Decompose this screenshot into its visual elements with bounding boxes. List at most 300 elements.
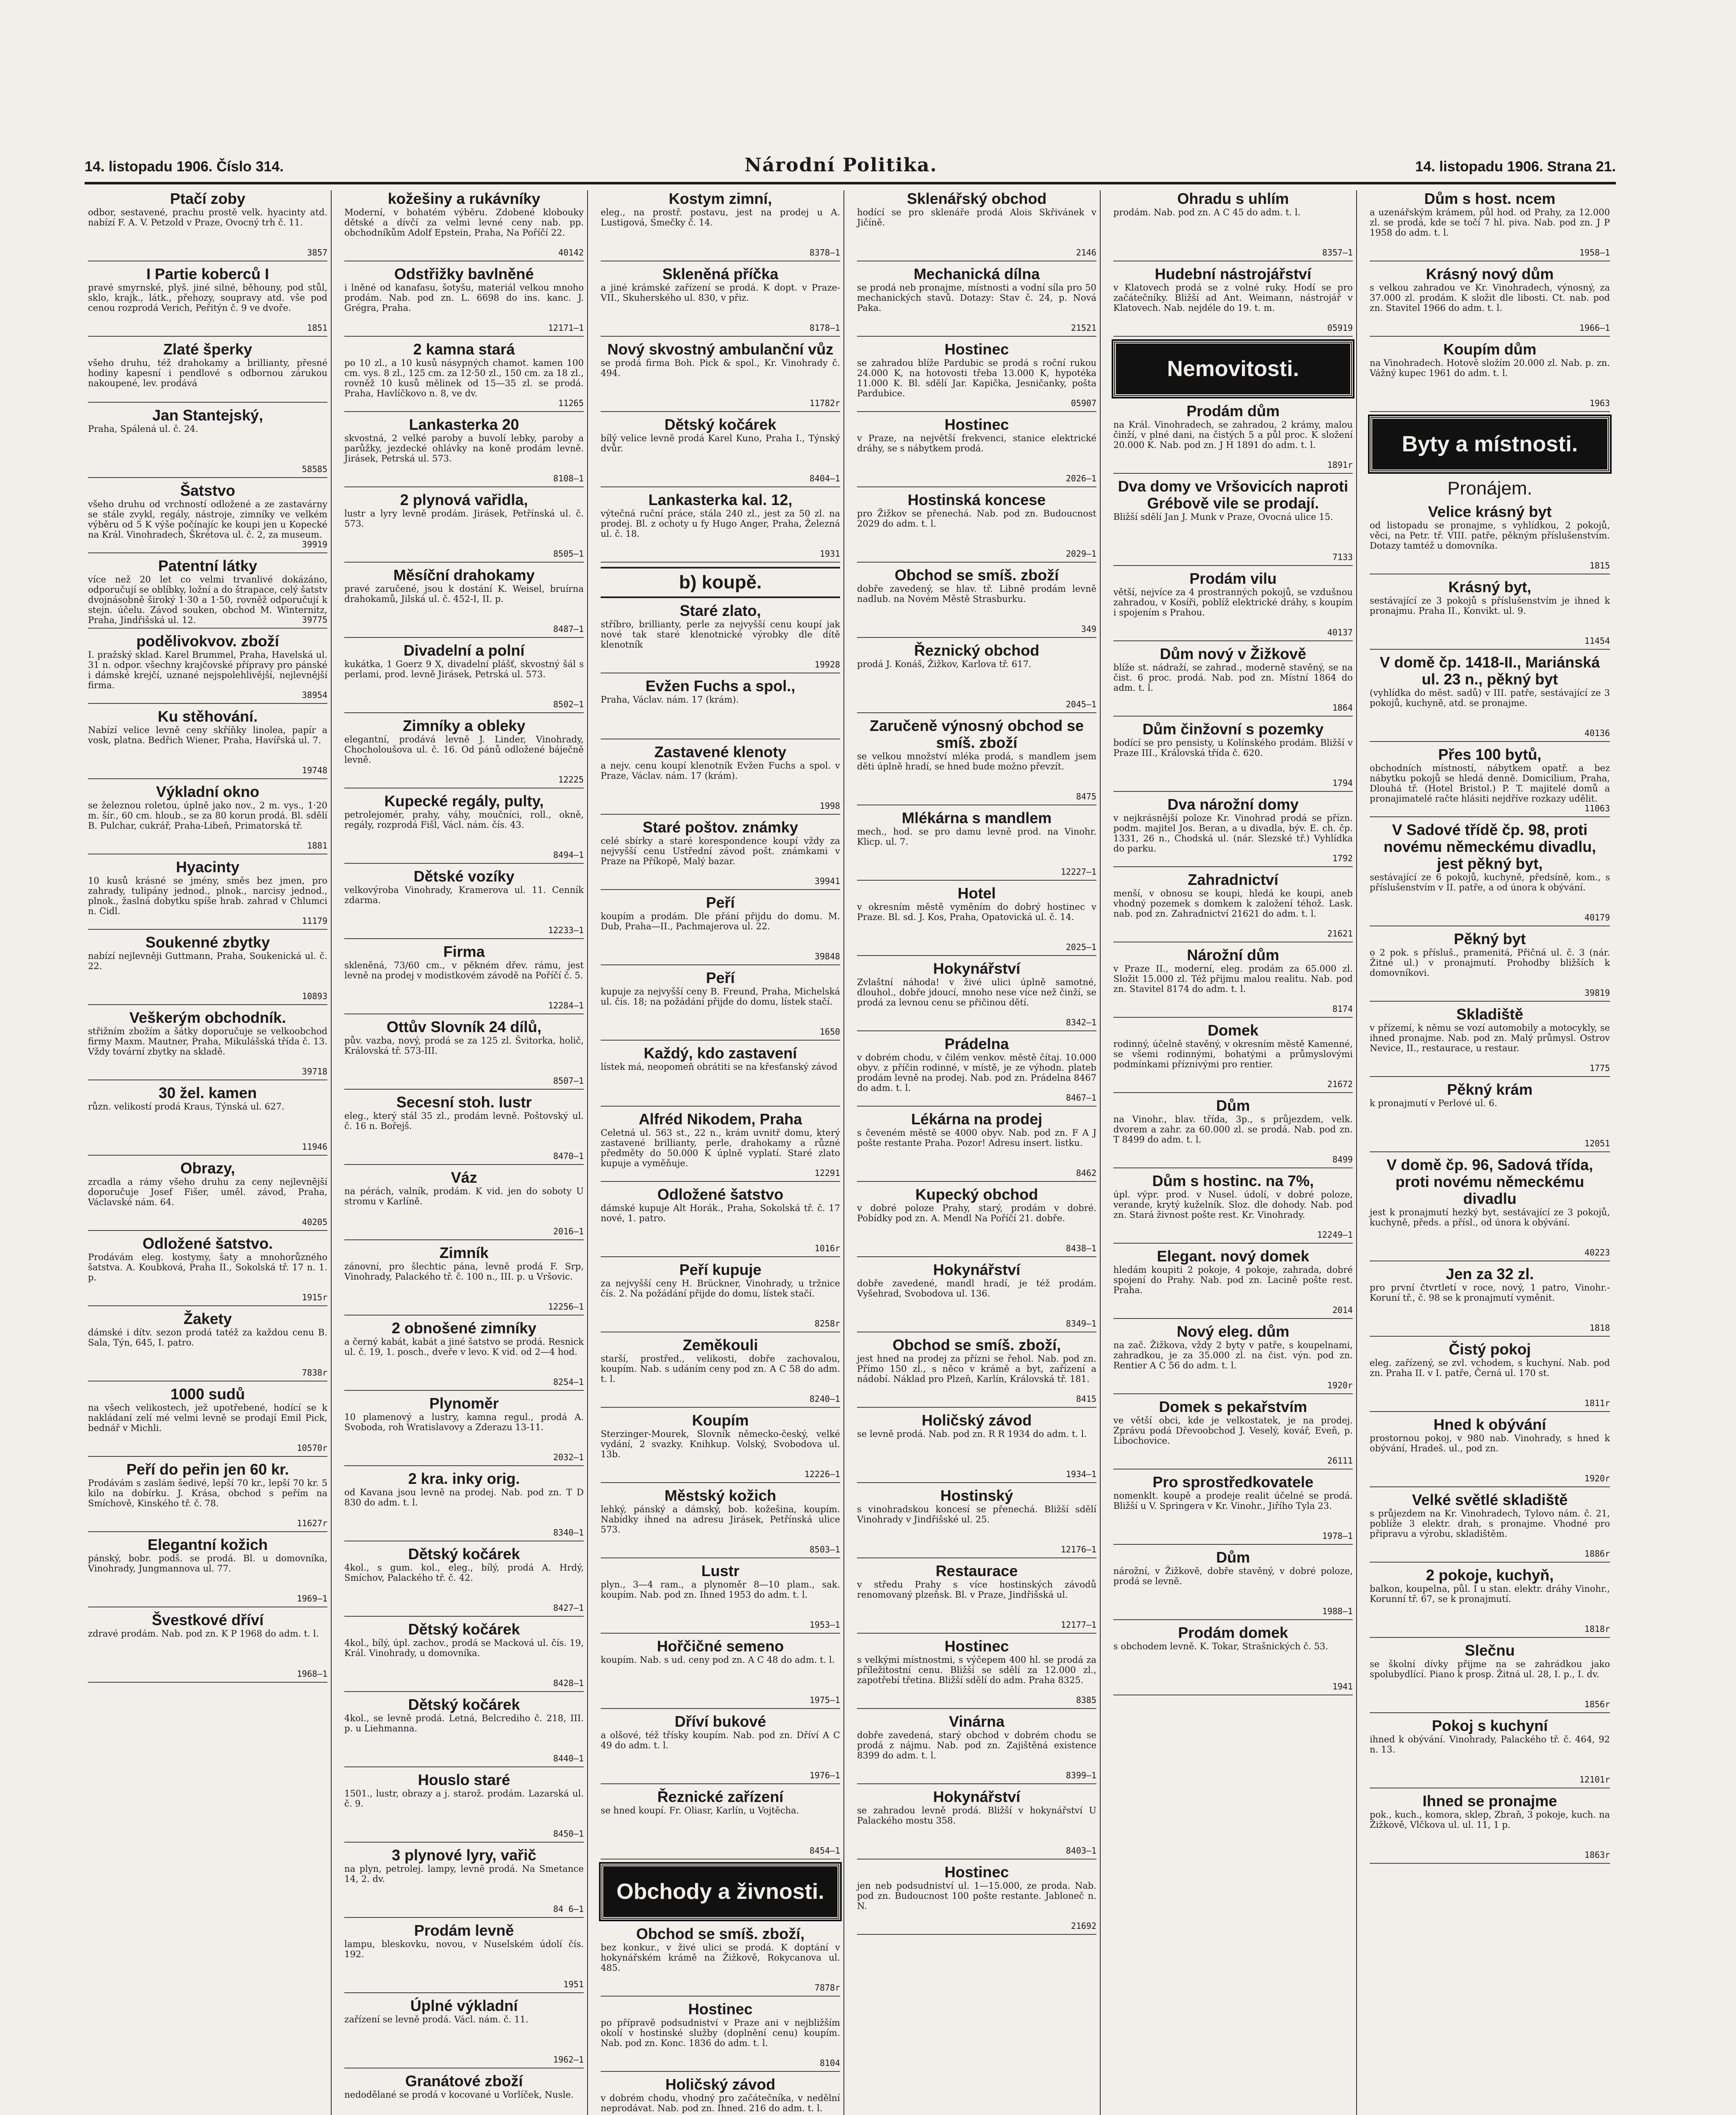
ad-text: na Vinohradech. Hotově složím 20.000 zl. Nab. p. zn. Vážný kupec 1961 do adm. t. l. [1370,358,1610,378]
ad-title: Přes 100 bytů, [1438,746,1542,763]
ad-number: 7133 [1332,552,1353,562]
classified-ad [88,407,327,478]
classified-ad [344,1546,584,1617]
ad-text: dámské kupuje Alt Horák., Praha, Sokolská tř. č. 17 nové, 1. patro. [601,1203,840,1223]
classified-ad [344,1772,584,1843]
classified-ad [1370,1567,1610,1638]
ad-title: Patentní látky [158,557,258,574]
ad-title: 30 žel. kamen [158,1084,257,1101]
ad-text: celé sbírky a staré korespondence koupí vždy za nejvyšší cenu Ustřední závod pošt. známkami v Praze na Příkopě, Malý bazar. [601,836,840,866]
classified-ad [601,2076,840,2115]
ad-number: 1811r [1584,1398,1610,1408]
ad-text: o 2 pok. s přísluš., pramenitá, Přičná ul. č. 3 (nár. Žitné ul.) v pronajmutí. Prohodby bližších k domovníkovi. [1370,948,1610,978]
ad-number: 1794 [1332,778,1353,788]
ad-number: 8454—1 [809,1846,840,1856]
ad-number: 8415 [1076,1394,1096,1404]
classified-ad [601,894,840,965]
classified-ad [1370,190,1610,261]
classified-ad [857,1864,1096,1935]
classified-ad [344,1470,584,1541]
ad-title: Skleněná příčka [662,265,779,283]
ad-title: Elegantní kožich [147,1536,268,1553]
ad-text: po přípravě podsudniství v Praze ani v nejbližším okolí v hostinské služby (doplnění cenu) koupím. Nab. pod zn. Konc. 1836 do adm. t. l. [601,2018,840,2048]
classified-ad [1113,1549,1353,1620]
ad-text: Bližší sdělí Jan J. Munk v Praze, Ovocná ulice 15. [1113,512,1333,522]
classified-ad [857,1713,1096,1784]
ad-number: 8104 [819,2058,840,2068]
classified-ad [344,1621,584,1692]
ad-number: 12233—1 [548,925,584,935]
ad-text: prostornou pokoj, v 980 nab. Vinohrady, s hned k obývání, Hradeš. ul., pod zn. [1370,1433,1610,1453]
classified-ad [601,266,840,337]
classified-ad [88,934,327,1005]
ad-number: 8378—1 [809,247,840,258]
classified-ad [857,1563,1096,1634]
ad-text: více než 20 let co velmi trvanlivé dokázáno, odporučují se oblíbky, ložní a do štrapace, celý šatstv dvojnásobně široký 1·30 a 1·50, rovněž odporučují k stejn. účelu. Závod souken, obchod M. Winternitz, Praha, Jindřišská ul. 12. [88,574,327,625]
ad-title: Zaručeně výnosný obchod se smíš. zboží [869,717,1084,751]
ad-number: 8108—1 [553,473,584,483]
ad-text: v dobrém chodu, vhodný pro začátečníka, v nedělní neprodávat. Nab. pod zn. Ihned. 216 do adm. t. l. [601,2093,840,2113]
ad-number: 2029—1 [1066,549,1096,559]
ad-title: Vinárna [949,1713,1005,1730]
classified-ad [601,2001,840,2072]
page-header [85,152,1616,184]
ad-text: menší, v obnosu se koupi, hledá ke koupi, aneb vhodný pozemek s domkem k založení téhož. Lask. nab. pod zn. Zahradnictví 21621 do adm. t. l. [1113,888,1353,919]
ad-title: Hořčičné semeno [656,1637,784,1655]
ad-number: 11782r [809,398,840,408]
ad-text: pův. vazba, nový, prodá se za 125 zl. Švitorka, holič, Královská tř. 573-III. [344,1036,584,1056]
ad-text: se železnou roletou, úplně jako nov., 2 m. vys., 1·20 m. šír., 60 cm. hloub., se za 80 korun prodá. Bl. sdělí B. Pulchar, cukrář, Praha-Libeň, Primatorská tř. [88,800,327,831]
ad-title: Dětský kočárek [664,416,777,433]
ad-title: Prádelna [944,1035,1009,1052]
ad-title: Lankasterka kal. 12, [648,491,793,508]
classified-ad [601,1045,840,1107]
classified-ad [857,190,1096,261]
ad-number: 40205 [302,1217,327,1227]
ad-number: 8340—1 [553,1527,584,1538]
ad-text: bez konkur., v živé ulici se prodá. K doptání v hokynářském krámě na Žižkově, Rokycanova ul. 485. [601,1942,840,1973]
header-date-right: 14. listopadu 1906. Strana 21. [1415,159,1616,175]
ad-number: 8385 [1076,1695,1096,1705]
ad-text: na plyn, petrolej. lampy, levně prodá. Na Smetance 14, 2. dv. [344,1864,584,1884]
ad-title: Čistý pokoj [1448,1340,1531,1358]
ad-title: Secesní stoh. lustr [396,1093,532,1111]
ad-text: obchodních místností, nábytkem opatř. a bez nábytku pokojů se hledá denně. Domicilium, Praha, Dlouhá tř. (Hotel Bristol.) P. T. majitelé domů a pronajimatelé račte hlásiti nejdříve rozkazy udělit. [1370,763,1610,804]
ad-text: rodinný, účelně stavěný, v okresním městě Kamenné, se všemi rodinnými, bohatými a průmyslovými podmínkami příznivými pro rentier. [1113,1039,1353,1069]
ad-text: pok., kuch., komora, sklep, Zbraň, 3 pokoje, kuch. na Žižkově, Vlčkova ul. ul. 11, 1 p. [1370,1810,1610,1830]
classified-ad [1113,947,1353,1018]
ad-title: Peří kupuje [679,1261,762,1278]
ad-text: (vyhlídka do měst. sadů) v III. patře, sestávající ze 3 pokojů, kuchyně, atd. se pronajme. [1370,688,1610,708]
ad-number: 2025—1 [1066,942,1096,952]
classified-ad [1370,1642,1610,1713]
ad-text: všeho druhu od vrchností odložené a ze zastavárny se stále zvykl, regály, nástroje, zimníky ve velkém výběru od 5 K výše počínajíc ke koupi jen u Kopecké na Král. Vinohradech, Škrétova ul. č. 2, za museum. [88,499,327,540]
ad-text: sestávající ze 3 pokojů s příslušenstvím je ihned k pronajmu. Praha II., Konvikt. ul. 9. [1370,596,1610,616]
ad-number: 8404—1 [809,473,840,483]
ad-title: Plynoměr [429,1395,499,1412]
ad-columns [85,190,1616,2115]
ad-text: Celetná ul. 563 st., 22 n., krám uvnitř domu, který zastavené brillianty, perle, drahokamy a různé předměty do 50.000 K úplně vyplatí. Staré zlato kupuje a vyměňuje. [601,1128,840,1168]
ad-text: se zahradou levně prodá. Bližší v hokynářství U Palackého mostu 358. [857,1805,1096,1826]
ad-title: Dům [1216,1097,1250,1114]
column-6 [1366,190,1613,2115]
classified-ad [601,744,840,815]
ad-number: 8403—1 [1066,1846,1096,1856]
ad-text: koupím. Nab. s ud. ceny pod zn. A C 48 do adm. t. l. [601,1655,835,1665]
classified-ad [601,819,840,890]
ad-title: Alfréd Nikodem, Praha [638,1110,802,1128]
ad-number: 21521 [1071,323,1096,333]
ad-title: Zahradnictví [1187,871,1279,888]
classified-ad [88,633,327,704]
ad-title: Peří do peřin jen 60 kr. [126,1461,289,1478]
ad-title: Krásný byt, [1448,578,1532,596]
classified-ad [88,266,327,337]
classified-ad [1370,1081,1610,1152]
classified-ad [601,492,840,563]
column-5 [1110,190,1357,2115]
ad-text: v dobrém chodu, v čilém venkov. městě čítaj. 10.000 obyv. z příčin rodinné, v místě, je ze výhodn. plateb prodám levně na prodej. Nab. pod zn. Prádelna 8467 do adm. t. l. [857,1052,1096,1093]
ad-number: 40223 [1584,1247,1610,1258]
classified-ad [344,1395,584,1466]
classified-ad [1370,503,1610,574]
column-3 [597,190,844,2115]
ad-title: Každý, kdo zastavení [643,1044,797,1062]
ad-text: kukátka, 1 Goerz 9 X, divadelní plášť, skvostný šál s perlami, prod. levně Jirásek, Petrská ul. 573. [344,659,584,679]
column-4 [854,190,1101,2115]
ad-number: 12256—1 [548,1302,584,1312]
ad-text: za nejvyšší ceny H. Brückner, Vinohrady, u tržnice čís. 2. Na požádání přijde do domu, lístek stačí. [601,1278,840,1299]
ad-title: Pěkný krám [1447,1081,1533,1098]
classified-ad [88,341,327,403]
ad-title: Hostinec [944,1637,1009,1655]
ad-text: různ. velikostí prodá Kraus, Týnská ul. 627. [88,1101,285,1112]
ad-text: I. pražský sklad. Karel Brummel, Praha, Havelská ul. 31 n. odpor. všechny krajčovské přípravy pro pánské i dámské krejčí, uznané nejspolehlivější, nejlevnější firma. [88,650,327,690]
ad-title: Evžen Fuchs a spol., [645,677,796,695]
ad-title: Odložené šatstvo. [142,1235,273,1252]
ad-number: 1792 [1332,853,1353,863]
ad-text: na Král. Vinohradech, se zahradou, 2 krámy, malou činží, v plné dani, na čistých 5 a půl proc. K složení 20.000 K. Nab. pod zn. J H 1891 do adm. t. l. [1113,420,1353,450]
classified-ad [344,717,584,788]
ad-title: V domě čp. 96, Sadová třída, proti novému německému divadlu [1386,1156,1593,1207]
ad-title: Hokynářství [933,960,1021,977]
classified-ad [1370,266,1610,337]
classified-ad [88,1536,327,1607]
ad-title: Dva nárožní domy [1167,796,1299,813]
ad-text: skvostná, 2 velké paroby a buvolí lebky, paroby a parůžky, jezdecké ohlávky na koně prodám levně. Jirásek, Petrská ul. 573. [344,433,584,464]
ad-number: 12225 [558,775,584,785]
classified-ad [344,1997,584,2068]
ad-title: Hostinský [940,1487,1014,1504]
classified-ad [857,1412,1096,1483]
ad-text: po 10 zl., a 10 kusů násypných chamot. kamen 100 cm. vys. 8 zl., 125 cm. za 12·50 zl., 150 cm. za 18 zl., rovněž 10 kusů mělinek od 15—35 zl. se prodá. Praha, Havlíčkovo n. 8, ve dv. [344,358,584,398]
ad-title: Ohradu s uhlím [1177,190,1289,207]
ad-number: 12101r [1579,1774,1610,1785]
ad-number: 7878r [814,1983,840,1993]
classified-ad [1113,721,1353,792]
ad-text: na pérách, valník, prodám. K vid. jen do soboty U stromu v Karlíně. [344,1186,584,1206]
ad-text: Zvlaštní náhoda! v živé ulici úplně samotné, dlouhol., dobře jdoucí, mnoho nese více než činží, se prodá za levnou cenu se přičinou dětí. [857,977,1096,1008]
ad-text: a uzenářským krámem, půl hod. od Prahy, za 12.000 zl. se prodá, kde se točí 7 hl. piva. Nab. pod zn. J P 1958 do adm. t. l. [1370,207,1610,238]
ad-number: 2045—1 [1066,699,1096,709]
ad-title: Dětský kočárek [408,1621,520,1638]
ad-number: 8470—1 [553,1151,584,1161]
ad-title: Velké světlé skladiště [1412,1491,1568,1508]
ad-number: 8438—1 [1066,1243,1096,1253]
ad-title: Žakety [183,1310,232,1327]
ad-number: 349 [1081,624,1096,634]
ad-title: Dětský kočárek [408,1696,520,1713]
ad-title: Švestkové dříví [151,1611,264,1629]
classified-ad [1370,1156,1610,1261]
ad-title: Elegant. nový domek [1156,1247,1310,1265]
ad-text: se prodá firma Boh. Pick & spol., Kr. Vinohrady č. 494. [601,358,840,378]
section-heading-obchody: Obchody a živnosti. [601,1864,840,1920]
ad-text: stříbro, brillianty, perle za nejvyšší cenu koupí jak nové tak staré klenotnické výrobky dle dítě klenotník [601,619,840,650]
ad-title: Obrazy, [180,1159,235,1177]
ad-text: v přízemí, k němu se vozí automobily a motocykly, se ihned pronajme. Nab. pod zn. Malý průmysl. Ostrov Nevice, II., restaurace, u restaur. [1370,1023,1610,1053]
ad-number: 40137 [1327,627,1353,637]
ad-text: jest k pronajmutí hezký byt, sestávající ze 3 pokojů, kuchyně, předs. a přísl., od února k obývání. [1370,1207,1610,1228]
ad-number: 1775 [1589,1063,1610,1073]
classified-ad [857,960,1096,1031]
classified-ad [1113,266,1353,337]
ad-title: Obchod se smíš. zboží [894,566,1059,584]
ad-number: 1851 [307,323,327,333]
classified-ad [857,1111,1096,1182]
ad-text: Prodávám s zaslám šedivé, lepší 70 kr., lepší 70 kr. 5 kilo na dobírku. J. Krása, obchod s peřím na Smíchově, Kinského tř. č. 78. [88,1478,327,1508]
ad-title: 3 plynové lyry, vařič [392,1846,536,1864]
ad-title: Dům [1216,1549,1250,1566]
ad-number: 12176—1 [1060,1544,1096,1555]
ad-number: 40136 [1584,728,1610,738]
ad-number: 12249—1 [1317,1230,1353,1240]
ad-number: 12171—1 [548,323,584,333]
classified-ad [344,793,584,864]
classified-ad [601,190,840,261]
ad-title: Zlaté šperky [163,341,253,358]
classified-ad [88,190,327,261]
ad-text: na Vinohr., blav. třída, 3p., s průjezdem, velk. dvorem a zahr. za 60.000 zl. se prodá. Nab. pod zn. T 8499 do adm. t. l. [1113,1114,1353,1145]
classified-ad [857,717,1096,805]
ad-text: 4kol., bílý, úpl. zachov., prodá se Macková ul. čís. 19, Král. Vinohrady, u domovníka. [344,1638,584,1658]
ad-text: bílý velice levně prodá Karel Kuno, Praha I., Týnský dvůr. [601,433,840,453]
ad-number: 2016—1 [553,1226,584,1236]
ad-number: 2032—1 [553,1452,584,1462]
ad-title: Dům s host. ncem [1424,190,1556,207]
ad-text: Sterzinger-Mourek, Slovník německo-český, velké vydání, 2 svazky. Knihkup. Volský, Svobodova ul. 13b. [601,1429,840,1459]
ad-number: 19928 [814,659,840,670]
ad-number: 39718 [302,1066,327,1077]
ad-text: jest hned na prodej za přízni se řehol. Nab. pod zn. Přímo 150 zl., s něco v krámě a byt, zařízení a nádobí. Náklad pro Plzeň, Karlín, Královská tř. 181. [857,1354,1096,1384]
ad-text: balkon, koupelna, půl. I u stan. elektr. dráhy Vinohr., Korunní tř. 67, se k pronajmutí. [1370,1584,1610,1604]
ad-text: eleg. zařízený, se zvl. vchodem, s kuchyní. Nab. pod zn. Praha II. v I. patře, Černá ul. 170 st. [1370,1358,1610,1378]
classified-ad [88,1461,327,1532]
ad-number: 2026—1 [1066,473,1096,483]
ad-text: se prodá neb pronajme, místnosti a vodní síla pro 50 mechanických stavů. Dotazy: Stav č. 24, p. Nová Paka. [857,283,1096,313]
ad-text: pravé smyrnské, plyš. jiné silné, běhouny, pod stůl, sklo, krajk., látk., přehozy, soupravy atd. vše pod cenou rozprodá Verich, Peřitýn č. 9 ve dvoře. [88,283,327,313]
ad-title: Lankasterka 20 [409,416,519,433]
classified-ad [601,1337,840,1408]
newspaper-page [85,152,1616,2115]
ad-title: Pro sprostředkovatele [1152,1473,1314,1491]
ad-title: Soukenné zbytky [145,934,270,951]
ad-text: nárožní, v Žižkově, dobře stavěný, v dobré poloze, prodá se levně. [1113,1566,1353,1586]
ad-text: lampu, bleskovku, novou, v Nuselském údolí čís. 192. [344,1939,584,1959]
ad-title: Koupím [692,1412,749,1429]
ad-title: Jen za 32 zl. [1445,1265,1534,1283]
classified-ad [1370,1491,1610,1563]
classified-ad [88,1612,327,1683]
ad-text: a jiné krámské zařízení se prodá. K dopt. v Praze-VII., Skuherského ul. 830, v přiz. [601,283,840,303]
ad-text: a černý kabát, kabát a jiné šatstvo se prodá. Resnick ul. č. 19, 1. posch., dveře v levo. K vid. od 2—4 hod. [344,1337,584,1357]
classified-ad [344,341,584,412]
ad-text: a olšové, též třísky koupím. Nab. pod zn. Dříví A C 49 do adm. t. l. [601,1730,840,1750]
classified-ad [88,783,327,854]
classified-ad [1113,1097,1353,1168]
ad-title: Kupecké regály, pulty, [384,792,544,810]
ad-text: od Kavana jsou levně na prodej. Nab. pod zn. T D 830 do adm. t. l. [344,1487,584,1508]
ad-title: Peří [706,969,735,986]
ad-number: 8505—1 [553,549,584,559]
ad-number: 1886r [1584,1549,1610,1559]
ad-text: hodící se pro sklenáře prodá Alois Skřivánek v Jičíně. [857,207,1096,228]
ad-text: v středu Prahy s více hostinských závodů renomovaný plzeňsk. Bl. v Praze, Jindřišská ul. [857,1579,1096,1600]
classified-ad [857,341,1096,412]
ad-title: Odstřižky bavlněné [394,265,534,283]
ad-title: Městský kožich [664,1487,777,1504]
ad-number: 8487—1 [553,624,584,634]
ad-text: se zahradou blíže Pardubic se prodá s roční rukou 24.000 K, na hotovosti třeba 13.000 K, hypotéka 11.000 K. Bl. sdělí Jar. Kapička, Jesničanky, pošta Pardubice. [857,358,1096,398]
ad-title: Hyacinty [176,858,240,876]
classified-ad [344,868,584,939]
ad-number: 26111 [1327,1456,1353,1466]
ad-number: 39941 [814,876,840,886]
ad-title: V Sadové třídě čp. 98, proti novému německému divadlu, jest pěkný byt, [1383,821,1596,872]
ad-text: v nejkrásnější poloze Kr. Vinohrad prodá se přízn. podm. majitel Jos. Beran, a u divadla, býv. E. ch. čp. 1331, 26 n., Chodská ul. (nár. Slezské tř.) Vyhlídka do parku. [1113,813,1353,854]
classified-ad [601,1638,840,1709]
ad-title: Domek s pekařstvím [1159,1398,1307,1415]
classified-ad [857,885,1096,956]
ad-number: 8494—1 [553,850,584,860]
ad-title: Prodám levně [414,1922,514,1939]
ad-title: Velice krásný byt [1428,503,1552,520]
ad-number: 12291 [814,1168,840,1178]
ad-text: na všech velikostech, jež upotřebené, hodící se k nakládaní zelí mé velmi levně se prodají Emil Pick, bednář v Michli. [88,1403,327,1433]
classified-ad [857,642,1096,713]
ad-text: ihned k obývání. Vinohrady, Palackého tř. č. 464, 92 n. 13. [1370,1734,1610,1755]
ad-title: Lustr [701,1562,739,1579]
classified-ad [344,1847,584,1918]
classified-ad [344,943,584,1014]
ad-text: Praha, Spálená ul. č. 24. [88,424,198,434]
classified-ad [88,708,327,779]
ad-number: 1978—1 [1322,1531,1353,1541]
ad-title: Restaurace [935,1562,1018,1579]
ad-title: Staré zlato, [679,602,761,619]
classified-ad [1370,579,1610,650]
ad-text: a nejv. cenu koupí klenotník Evžen Fuchs a spol. v Praze, Václav. nám. 17 (krám). [601,761,840,781]
classified-ad [344,1696,584,1767]
ad-title: Sklenářský obchod [906,190,1047,207]
ad-number: 1650 [819,1027,840,1037]
ad-number: 1975—1 [809,1695,840,1705]
ad-number: 1958—1 [1579,247,1610,258]
ad-number: 8450—1 [553,1829,584,1839]
ad-text: se levně prodá. Nab. pod zn. R R 1934 do adm. t. l. [857,1429,1087,1439]
ad-text: Moderní, v bohatém výběru. Zdobené klobouky dětské a dívčí za velmi levné ceny nab. pp. obchodníkům Adolf Epstein, Praha, Na Poříčí 22. [344,207,584,238]
ad-title: Dětské vozíky [413,868,515,885]
column-1 [85,190,332,2115]
ad-title: Nový skvostný ambulanční vůz [607,341,834,358]
ad-text: koupím a prodám. Dle přání přijdu do domu. M. Dub, Praha—II., Pachmajerova ul. 22. [601,911,840,931]
ad-text: eleg., který stál 35 zl., prodám levně. Poštovský ul. č. 16 n. Bořejš. [344,1111,584,1131]
classified-ad [1370,1341,1610,1412]
ad-number: 11627r [297,1518,327,1528]
ad-number: 1920r [1584,1473,1610,1483]
ad-title: Krásný nový dům [1426,265,1554,283]
ad-number: 1998 [819,801,840,811]
section-heading-koupe: b) koupě. [601,567,840,598]
ad-text: v Praze II., moderní, eleg. prodám za 65.000 zl. Složit 15.000 zl. Též přijmu malou realitu. Nab. pod zn. Stavitel 8174 do adm. t. l. [1113,964,1353,994]
ad-number: 1856r [1584,1699,1610,1709]
ad-title: 1000 sudů [170,1385,245,1403]
classified-ad [88,1085,327,1156]
classified-ad [344,416,584,487]
ad-number: 8440—1 [553,1753,584,1763]
ad-number: 8174 [1332,1004,1353,1014]
classified-ad [857,1337,1096,1408]
ad-title: Prodám vilu [1189,570,1277,587]
ad-title: Hostinec [944,1863,1009,1881]
ad-text: kupuje za nejvyšší ceny B. Freund, Praha, Michelská ul. čís. 18; na požádání přijde do domu, lístek stačí. [601,986,840,1007]
ad-text: pánský, bobr. podš. se prodá. Bl. u domovníka, Vinohrady, Jungmannova ul. 77. [88,1553,327,1574]
ad-title: Ku stěhování. [157,708,258,725]
classified-ad [1113,1398,1353,1470]
ad-text: bodící se pro pensisty, u Kolínského prodám. Bližší v Praze III., Královská třída č. 620. [1113,738,1353,758]
ad-text: se školní dívky přijme na se zahrádkou jako spolubydlící. Piano k prosp. Žitná ul. 28, I. p., I. dv. [1370,1659,1610,1679]
ad-text: v Klatovech prodá se z volné ruky. Hodí se pro začátečníky. Bližší ad Ant. Weimann, nástrojář v Klatovech. Nab. nejdéle do 19. t. m. [1113,283,1353,313]
ad-number: 1931 [819,549,840,559]
ad-number: 8502—1 [553,699,584,709]
classified-ad [601,1261,840,1332]
ad-text: všeho druhu, též drahokamy a brillianty, přesné hodiny kapesní i pendlové s odbornou zárukou nakoupené, lev. prodává [88,358,327,388]
classified-ad [344,1244,584,1316]
ad-number: 1969—1 [297,1593,327,1604]
ad-number: 8428—1 [553,1678,584,1688]
classified-ad [344,1169,584,1240]
classified-ad [857,1036,1096,1107]
ad-title: I Partie koberců I [146,265,269,283]
ad-text: eleg., na prostř. postavu, jest na prodej u A. Lustigová, Smečky č. 14. [601,207,840,228]
classified-ad [344,1320,584,1391]
ad-number: 12284—1 [548,1000,584,1011]
ad-text: se velkou množství mléka prodá, s mandlem jsem děti úplně hradí, se hned bude možno převzít. [857,751,1096,772]
ad-number: 1941 [1332,1681,1353,1692]
ad-number: 8507—1 [553,1076,584,1086]
ad-number: 21672 [1327,1079,1353,1089]
ad-title: kožešiny a rukávníky [387,190,541,207]
ad-number: 1016r [814,1243,840,1253]
ad-number: 1953—1 [809,1620,840,1630]
ad-text: 4kol., se levně prodá. Letná, Belcrediho č. 218, III. p. u Liehmanna. [344,1713,584,1733]
ad-text: pravé zaručené, jsou k dostání K. Weisel, bruírna drahokamů, Jilská ul. č. 452-I, II. p. [344,584,584,604]
ad-number: 12226—1 [804,1469,840,1479]
ad-title: Odložené šatstvo [657,1186,784,1203]
classified-ad [1370,341,1610,412]
ad-number: 84 6—1 [553,1904,584,1914]
ad-number: 1891r [1327,460,1353,470]
